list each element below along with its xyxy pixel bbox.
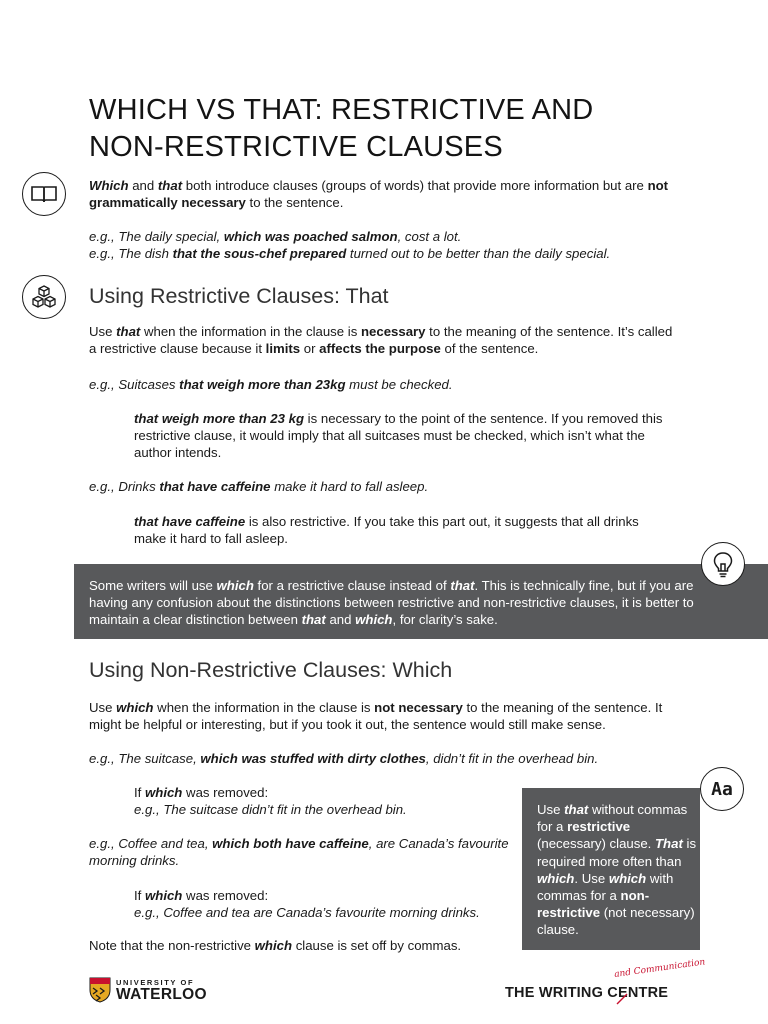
intro-example-1: e.g., The daily special, which was poached salmon, cost a lot. [89, 229, 462, 244]
title-line-2: NON-RESTRICTIVE CLAUSES [89, 131, 503, 163]
nonrestrictive-if-1: If which was removed: [134, 785, 269, 800]
writing-centre-logo [505, 957, 706, 1006]
summary-text: Use that without commas for a restrictive (necessary) clause. That is required more often than which. Use which with commas for a non-restrictive (not necessary) clause. [537, 802, 697, 938]
intro-example-2: e.g., The dish that the sous-chef prepared turned out to be better than the daily special. [89, 246, 611, 261]
nonrestrictive-paragraph: Use which when the information in the clause is not necessary to the meaning of the sentence. It might be helpful or interesting, but if you took it out, the sentence would still make sense. [89, 700, 663, 732]
writing-centre-wordmark: THE WRITING CENTRE [505, 985, 669, 1001]
nonrestrictive-if-2-example: e.g., Coffee and tea are Canada’s favourite morning drinks. [134, 905, 480, 920]
nonrestrictive-note: Note that the non-restrictive which clause is set off by commas. [89, 938, 462, 953]
nonrestrictive-if-1-example: e.g., The suitcase didn’t fit in the overhead bin. [134, 802, 407, 817]
intro-paragraph: Which and that both introduce clauses (groups of words) that provide more information but are not grammatically necessary to the sentence. [89, 178, 669, 210]
title-line-1: WHICH VS THAT: RESTRICTIVE AND [89, 94, 594, 126]
waterloo-wordmark: WATERLOO [116, 986, 207, 1003]
restrictive-example-1-note: that weigh more than 23 kg is necessary to the point of the sentence. If you removed this restrictive clause, it would imply that all suitcases must be checked, which isn’t what the author intends. [134, 411, 663, 460]
tip-text: Some writers will use which for a restrictive clause instead of that. This is technically fine, but if you are having any confusion about the distinctions between restrictive and non-restrictive clauses, it is better to maintain a clear distinction between that and which, for clarity’s sake. [89, 578, 694, 627]
nonrestrictive-heading: Using Non-Restrictive Clauses: Which [89, 658, 453, 682]
waterloo-shield-icon [89, 977, 111, 1003]
waterloo-university-of: UNIVERSITY OF [116, 978, 195, 987]
writing-centre-script: and Communication [613, 957, 706, 980]
lightbulb-icon [701, 542, 745, 586]
restrictive-example-2-note: that have caffeine is also restrictive. If you take this part out, it suggests that all drinks make it hard to fall asleep. [134, 514, 639, 546]
waterloo-logo [89, 977, 219, 1007]
nonrestrictive-example-1: e.g., The suitcase, which was stuffed with dirty clothes, didn’t fit in the overhead bin. [89, 751, 599, 766]
aa-icon: Aa [700, 767, 744, 811]
restrictive-paragraph: Use that when the information in the clause is necessary to the meaning of the sentence. It’s called a restrictive clause because it limits or affects the purpose of the sentence. [89, 324, 673, 356]
page-title [89, 92, 709, 166]
restrictive-example-1: e.g., Suitcases that weigh more than 23kg must be checked. [89, 377, 453, 392]
cubes-icon [22, 275, 66, 319]
restrictive-heading: Using Restrictive Clauses: That [89, 284, 389, 308]
book-icon [22, 172, 66, 216]
restrictive-example-2: e.g., Drinks that have caffeine make it hard to fall asleep. [89, 479, 429, 494]
nonrestrictive-if-2: If which was removed: [134, 888, 269, 903]
nonrestrictive-example-2: e.g., Coffee and tea, which both have caffeine, are Canada’s favourite morning drinks. [89, 836, 509, 868]
writing-centre-pen-icon [615, 992, 631, 1006]
